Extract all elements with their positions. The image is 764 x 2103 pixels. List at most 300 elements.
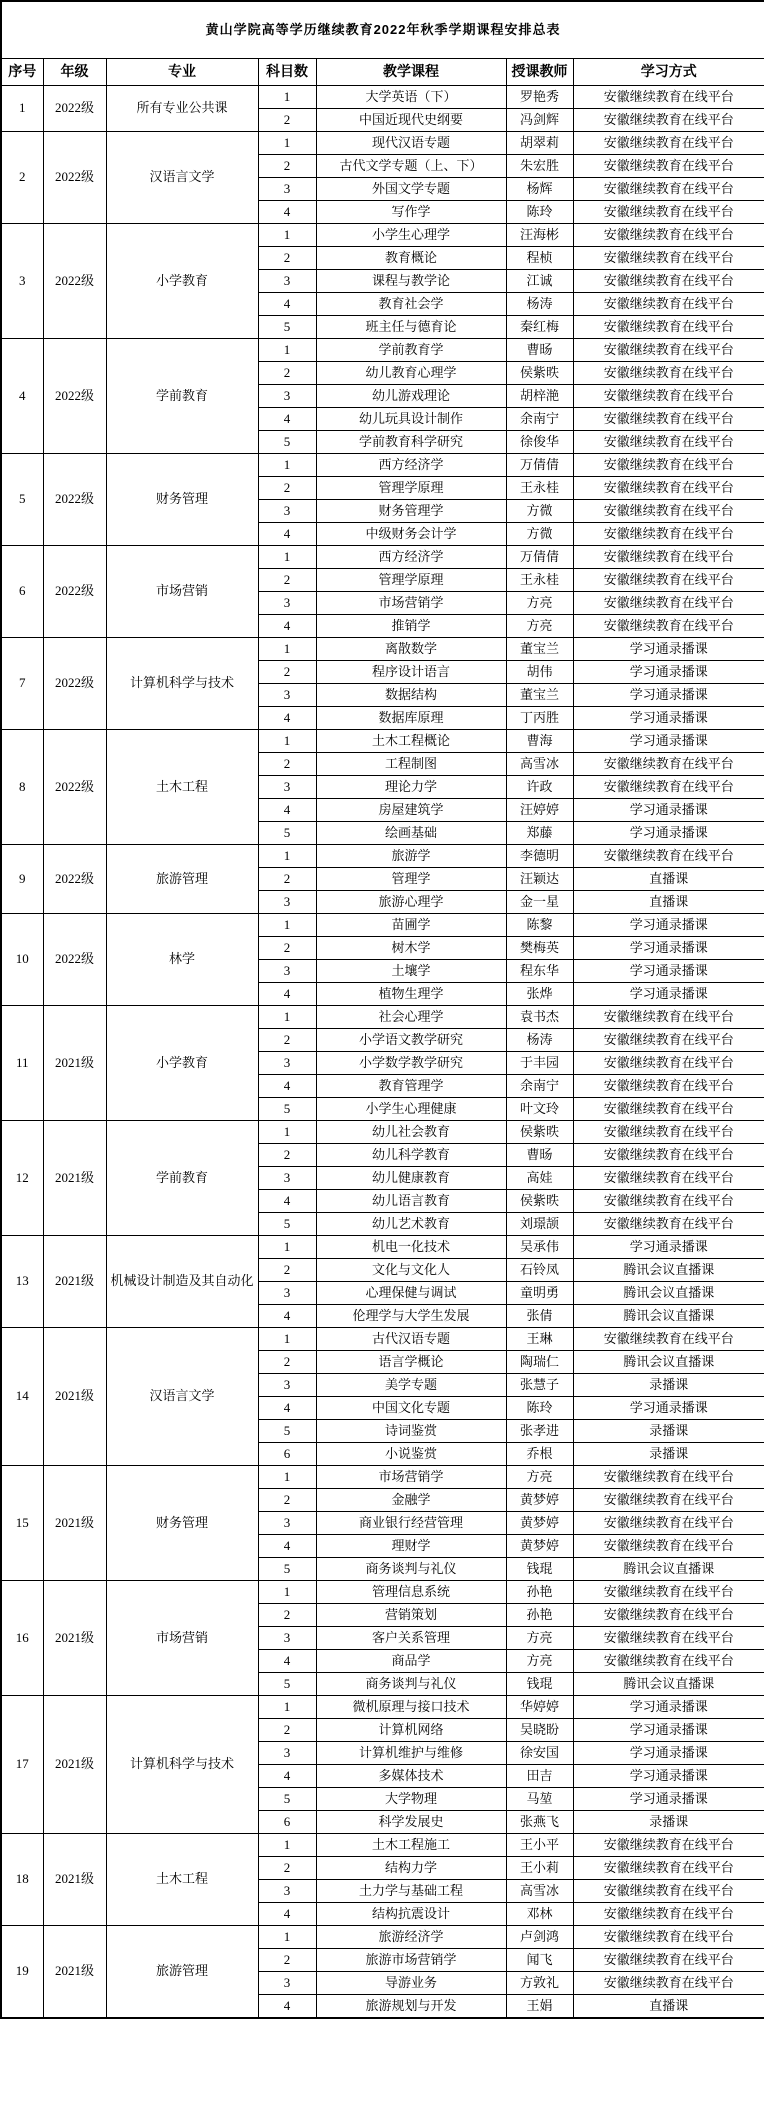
subject-number-cell: 1 [258, 1834, 316, 1857]
course-name-cell: 教育管理学 [316, 1075, 506, 1098]
course-row [1, 454, 764, 477]
grade-cell: 2021级 [43, 1926, 106, 2019]
study-mode-cell: 直播课 [573, 1995, 764, 2019]
major-cell: 财务管理 [106, 1466, 258, 1581]
teacher-cell: 陶瑞仁 [506, 1351, 573, 1374]
study-mode-cell: 安徽继续教育在线平台 [573, 1949, 764, 1972]
study-mode-cell: 录播课 [573, 1811, 764, 1834]
study-mode-cell: 安徽继续教育在线平台 [573, 247, 764, 270]
study-mode-cell: 学习通录播课 [573, 1236, 764, 1259]
study-mode-cell: 学习通录播课 [573, 1696, 764, 1719]
teacher-cell: 吴晓盼 [506, 1719, 573, 1742]
teacher-cell: 钱琨 [506, 1673, 573, 1696]
course-row [1, 1328, 764, 1351]
course-name-cell: 商务谈判与礼仪 [316, 1673, 506, 1696]
study-mode-cell: 安徽继续教育在线平台 [573, 1328, 764, 1351]
subject-number-cell: 1 [258, 1236, 316, 1259]
course-name-cell: 数据库原理 [316, 707, 506, 730]
subject-number-cell: 3 [258, 960, 316, 983]
study-mode-cell: 安徽继续教育在线平台 [573, 1213, 764, 1236]
study-mode-cell: 安徽继续教育在线平台 [573, 1006, 764, 1029]
teacher-cell: 卢剑鸿 [506, 1926, 573, 1949]
study-mode-cell: 学习通录播课 [573, 799, 764, 822]
teacher-cell: 王小平 [506, 1834, 573, 1857]
course-name-cell: 课程与教学论 [316, 270, 506, 293]
subject-number-cell: 2 [258, 868, 316, 891]
study-mode-cell: 安徽继续教育在线平台 [573, 1650, 764, 1673]
teacher-cell: 叶文玲 [506, 1098, 573, 1121]
teacher-cell: 钱琨 [506, 1558, 573, 1581]
teacher-cell: 丁丙胜 [506, 707, 573, 730]
serial-number-cell: 7 [1, 638, 43, 730]
course-name-cell: 心理保健与调试 [316, 1282, 506, 1305]
study-mode-cell: 安徽继续教育在线平台 [573, 1466, 764, 1489]
study-mode-cell: 安徽继续教育在线平台 [573, 500, 764, 523]
teacher-cell: 许政 [506, 776, 573, 799]
subject-number-cell: 4 [258, 1650, 316, 1673]
major-cell: 汉语言文学 [106, 1328, 258, 1466]
page-title: 黄山学院高等学历继续教育2022年秋季学期课程安排总表 [1, 1, 764, 59]
subject-number-cell: 3 [258, 500, 316, 523]
study-mode-cell: 学习通录播课 [573, 638, 764, 661]
subject-number-cell: 3 [258, 1052, 316, 1075]
serial-number-cell: 2 [1, 132, 43, 224]
course-name-cell: 小学生心理学 [316, 224, 506, 247]
course-row [1, 1006, 764, 1029]
subject-number-cell: 2 [258, 1949, 316, 1972]
course-name-cell: 结构抗震设计 [316, 1903, 506, 1926]
course-name-cell: 营销策划 [316, 1604, 506, 1627]
teacher-cell: 高雪冰 [506, 753, 573, 776]
serial-number-cell: 8 [1, 730, 43, 845]
course-name-cell: 古代文学专题（上、下） [316, 155, 506, 178]
major-cell: 汉语言文学 [106, 132, 258, 224]
course-name-cell: 程序设计语言 [316, 661, 506, 684]
teacher-cell: 孙艳 [506, 1604, 573, 1627]
subject-number-cell: 6 [258, 1811, 316, 1834]
study-mode-cell: 安徽继续教育在线平台 [573, 1857, 764, 1880]
column-header-study-mode: 学习方式 [573, 59, 764, 86]
course-name-cell: 学前教育学 [316, 339, 506, 362]
course-name-cell: 语言学概论 [316, 1351, 506, 1374]
course-name-cell: 工程制图 [316, 753, 506, 776]
subject-number-cell: 4 [258, 983, 316, 1006]
course-name-cell: 商业银行经营管理 [316, 1512, 506, 1535]
grade-cell: 2021级 [43, 1466, 106, 1581]
teacher-cell: 郑藤 [506, 822, 573, 845]
serial-number-cell: 16 [1, 1581, 43, 1696]
study-mode-cell: 安徽继续教育在线平台 [573, 569, 764, 592]
subject-number-cell: 2 [258, 569, 316, 592]
subject-number-cell: 2 [258, 1259, 316, 1282]
teacher-cell: 陈玲 [506, 1397, 573, 1420]
course-row [1, 1236, 764, 1259]
course-name-cell: 结构力学 [316, 1857, 506, 1880]
teacher-cell: 于丰园 [506, 1052, 573, 1075]
course-name-cell: 幼儿艺术教育 [316, 1213, 506, 1236]
teacher-cell: 孙艳 [506, 1581, 573, 1604]
course-name-cell: 幼儿社会教育 [316, 1121, 506, 1144]
course-name-cell: 文化与文化人 [316, 1259, 506, 1282]
subject-number-cell: 4 [258, 1903, 316, 1926]
course-name-cell: 理论力学 [316, 776, 506, 799]
major-cell: 财务管理 [106, 454, 258, 546]
subject-number-cell: 4 [258, 1765, 316, 1788]
subject-number-cell: 2 [258, 661, 316, 684]
title-row [1, 1, 764, 59]
study-mode-cell: 安徽继续教育在线平台 [573, 1075, 764, 1098]
teacher-cell: 冯剑辉 [506, 109, 573, 132]
serial-number-cell: 18 [1, 1834, 43, 1926]
course-row [1, 1926, 764, 1949]
subject-number-cell: 3 [258, 1512, 316, 1535]
course-name-cell: 管理学 [316, 868, 506, 891]
subject-number-cell: 3 [258, 684, 316, 707]
subject-number-cell: 1 [258, 339, 316, 362]
study-mode-cell: 学习通录播课 [573, 1788, 764, 1811]
teacher-cell: 王永桂 [506, 569, 573, 592]
study-mode-cell: 直播课 [573, 891, 764, 914]
study-mode-cell: 学习通录播课 [573, 684, 764, 707]
subject-number-cell: 3 [258, 776, 316, 799]
major-cell: 所有专业公共课 [106, 86, 258, 132]
subject-number-cell: 1 [258, 845, 316, 868]
course-name-cell: 导游业务 [316, 1972, 506, 1995]
study-mode-cell: 直播课 [573, 868, 764, 891]
teacher-cell: 徐安国 [506, 1742, 573, 1765]
course-name-cell: 推销学 [316, 615, 506, 638]
subject-number-cell: 2 [258, 1144, 316, 1167]
teacher-cell: 金一星 [506, 891, 573, 914]
study-mode-cell: 学习通录播课 [573, 1765, 764, 1788]
study-mode-cell: 安徽继续教育在线平台 [573, 316, 764, 339]
teacher-cell: 童明勇 [506, 1282, 573, 1305]
serial-number-cell: 5 [1, 454, 43, 546]
course-name-cell: 机电一化技术 [316, 1236, 506, 1259]
teacher-cell: 杨辉 [506, 178, 573, 201]
teacher-cell: 高娃 [506, 1167, 573, 1190]
header-row [1, 59, 764, 86]
study-mode-cell: 安徽继续教育在线平台 [573, 270, 764, 293]
grade-cell: 2022级 [43, 845, 106, 914]
study-mode-cell: 安徽继续教育在线平台 [573, 615, 764, 638]
subject-number-cell: 4 [258, 1397, 316, 1420]
course-name-cell: 管理学原理 [316, 477, 506, 500]
course-name-cell: 古代汉语专题 [316, 1328, 506, 1351]
course-name-cell: 市场营销学 [316, 592, 506, 615]
study-mode-cell: 安徽继续教育在线平台 [573, 1834, 764, 1857]
subject-number-cell: 1 [258, 1466, 316, 1489]
teacher-cell: 董宝兰 [506, 684, 573, 707]
course-row [1, 132, 764, 155]
grade-cell: 2022级 [43, 546, 106, 638]
major-cell: 计算机科学与技术 [106, 1696, 258, 1834]
subject-number-cell: 3 [258, 592, 316, 615]
course-name-cell: 土壤学 [316, 960, 506, 983]
study-mode-cell: 安徽继续教育在线平台 [573, 408, 764, 431]
course-name-cell: 计算机维护与维修 [316, 1742, 506, 1765]
teacher-cell: 侯紫昳 [506, 362, 573, 385]
course-name-cell: 客户关系管理 [316, 1627, 506, 1650]
subject-number-cell: 4 [258, 615, 316, 638]
column-header-grade: 年级 [43, 59, 106, 86]
grade-cell: 2022级 [43, 339, 106, 454]
study-mode-cell: 安徽继续教育在线平台 [573, 362, 764, 385]
column-header-course: 教学课程 [316, 59, 506, 86]
course-row [1, 86, 764, 109]
subject-number-cell: 5 [258, 1420, 316, 1443]
serial-number-cell: 15 [1, 1466, 43, 1581]
study-mode-cell: 学习通录播课 [573, 707, 764, 730]
course-row [1, 339, 764, 362]
teacher-cell: 张倩 [506, 1305, 573, 1328]
study-mode-cell: 安徽继续教育在线平台 [573, 1627, 764, 1650]
study-mode-cell: 安徽继续教育在线平台 [573, 385, 764, 408]
teacher-cell: 方亮 [506, 1650, 573, 1673]
study-mode-cell: 安徽继续教育在线平台 [573, 477, 764, 500]
teacher-cell: 曹旸 [506, 1144, 573, 1167]
subject-number-cell: 4 [258, 201, 316, 224]
course-name-cell: 幼儿语言教育 [316, 1190, 506, 1213]
study-mode-cell: 学习通录播课 [573, 983, 764, 1006]
study-mode-cell: 腾讯会议直播课 [573, 1558, 764, 1581]
study-mode-cell: 安徽继续教育在线平台 [573, 753, 764, 776]
grade-cell: 2022级 [43, 132, 106, 224]
subject-number-cell: 3 [258, 1627, 316, 1650]
subject-number-cell: 2 [258, 937, 316, 960]
subject-number-cell: 1 [258, 1328, 316, 1351]
serial-number-cell: 13 [1, 1236, 43, 1328]
grade-cell: 2022级 [43, 730, 106, 845]
study-mode-cell: 安徽继续教育在线平台 [573, 293, 764, 316]
course-row [1, 1581, 764, 1604]
study-mode-cell: 腾讯会议直播课 [573, 1259, 764, 1282]
study-mode-cell: 安徽继续教育在线平台 [573, 1535, 764, 1558]
course-name-cell: 幼儿游戏理论 [316, 385, 506, 408]
teacher-cell: 袁书杰 [506, 1006, 573, 1029]
course-name-cell: 土木工程概论 [316, 730, 506, 753]
major-cell: 学前教育 [106, 1121, 258, 1236]
teacher-cell: 程东华 [506, 960, 573, 983]
course-name-cell: 现代汉语专题 [316, 132, 506, 155]
teacher-cell: 李德明 [506, 845, 573, 868]
study-mode-cell: 安徽继续教育在线平台 [573, 546, 764, 569]
teacher-cell: 王琳 [506, 1328, 573, 1351]
grade-cell: 2022级 [43, 914, 106, 1006]
study-mode-cell: 学习通录播课 [573, 730, 764, 753]
study-mode-cell: 安徽继续教育在线平台 [573, 1512, 764, 1535]
course-name-cell: 数据结构 [316, 684, 506, 707]
study-mode-cell: 学习通录播课 [573, 1719, 764, 1742]
subject-number-cell: 1 [258, 86, 316, 109]
course-name-cell: 管理信息系统 [316, 1581, 506, 1604]
subject-number-cell: 2 [258, 155, 316, 178]
teacher-cell: 徐俊华 [506, 431, 573, 454]
teacher-cell: 侯紫昳 [506, 1190, 573, 1213]
course-name-cell: 绘画基础 [316, 822, 506, 845]
course-name-cell: 美学专题 [316, 1374, 506, 1397]
subject-number-cell: 2 [258, 1604, 316, 1627]
major-cell: 市场营销 [106, 1581, 258, 1696]
study-mode-cell: 安徽继续教育在线平台 [573, 132, 764, 155]
course-row [1, 1466, 764, 1489]
grade-cell: 2022级 [43, 86, 106, 132]
serial-number-cell: 4 [1, 339, 43, 454]
course-name-cell: 旅游市场营销学 [316, 1949, 506, 1972]
study-mode-cell: 录播课 [573, 1374, 764, 1397]
teacher-cell: 黄梦婷 [506, 1489, 573, 1512]
subject-number-cell: 2 [258, 1857, 316, 1880]
study-mode-cell: 安徽继续教育在线平台 [573, 592, 764, 615]
study-mode-cell: 学习通录播课 [573, 661, 764, 684]
column-header-serial: 序号 [1, 59, 43, 86]
course-name-cell: 教育概论 [316, 247, 506, 270]
grade-cell: 2021级 [43, 1834, 106, 1926]
teacher-cell: 石铃凤 [506, 1259, 573, 1282]
teacher-cell: 余南宁 [506, 408, 573, 431]
teacher-cell: 张慧子 [506, 1374, 573, 1397]
course-name-cell: 小学语文教学研究 [316, 1029, 506, 1052]
teacher-cell: 方敦礼 [506, 1972, 573, 1995]
course-name-cell: 旅游心理学 [316, 891, 506, 914]
course-row [1, 730, 764, 753]
course-name-cell: 大学物理 [316, 1788, 506, 1811]
subject-number-cell: 3 [258, 1167, 316, 1190]
course-name-cell: 离散数学 [316, 638, 506, 661]
course-name-cell: 幼儿科学教育 [316, 1144, 506, 1167]
course-name-cell: 伦理学与大学生发展 [316, 1305, 506, 1328]
teacher-cell: 方微 [506, 523, 573, 546]
serial-number-cell: 17 [1, 1696, 43, 1834]
study-mode-cell: 安徽继续教育在线平台 [573, 1581, 764, 1604]
subject-number-cell: 4 [258, 523, 316, 546]
course-row [1, 638, 764, 661]
teacher-cell: 张燕飞 [506, 1811, 573, 1834]
subject-number-cell: 5 [258, 431, 316, 454]
teacher-cell: 王小莉 [506, 1857, 573, 1880]
subject-number-cell: 5 [258, 1558, 316, 1581]
subject-number-cell: 1 [258, 1121, 316, 1144]
subject-number-cell: 4 [258, 1305, 316, 1328]
subject-number-cell: 3 [258, 1282, 316, 1305]
course-name-cell: 商品学 [316, 1650, 506, 1673]
course-name-cell: 微机原理与接口技术 [316, 1696, 506, 1719]
subject-number-cell: 1 [258, 1926, 316, 1949]
course-row [1, 546, 764, 569]
teacher-cell: 曹旸 [506, 339, 573, 362]
course-name-cell: 土木工程施工 [316, 1834, 506, 1857]
teacher-cell: 方亮 [506, 1466, 573, 1489]
grade-cell: 2021级 [43, 1006, 106, 1121]
course-name-cell: 中国文化专题 [316, 1397, 506, 1420]
subject-number-cell: 5 [258, 1673, 316, 1696]
subject-number-cell: 1 [258, 638, 316, 661]
teacher-cell: 朱宏胜 [506, 155, 573, 178]
grade-cell: 2022级 [43, 454, 106, 546]
course-name-cell: 管理学原理 [316, 569, 506, 592]
teacher-cell: 程桢 [506, 247, 573, 270]
major-cell: 计算机科学与技术 [106, 638, 258, 730]
study-mode-cell: 安徽继续教育在线平台 [573, 224, 764, 247]
subject-number-cell: 3 [258, 1880, 316, 1903]
course-name-cell: 幼儿教育心理学 [316, 362, 506, 385]
subject-number-cell: 1 [258, 730, 316, 753]
subject-number-cell: 4 [258, 1995, 316, 2019]
teacher-cell: 胡伟 [506, 661, 573, 684]
teacher-cell: 董宝兰 [506, 638, 573, 661]
teacher-cell: 马堃 [506, 1788, 573, 1811]
course-name-cell: 大学英语（下） [316, 86, 506, 109]
course-name-cell: 科学发展史 [316, 1811, 506, 1834]
study-mode-cell: 安徽继续教育在线平台 [573, 109, 764, 132]
column-header-teacher: 授课教师 [506, 59, 573, 86]
subject-number-cell: 3 [258, 891, 316, 914]
subject-number-cell: 2 [258, 1029, 316, 1052]
course-row [1, 914, 764, 937]
study-mode-cell: 安徽继续教育在线平台 [573, 523, 764, 546]
study-mode-cell: 学习通录播课 [573, 914, 764, 937]
subject-number-cell: 4 [258, 1190, 316, 1213]
subject-number-cell: 6 [258, 1443, 316, 1466]
teacher-cell: 秦红梅 [506, 316, 573, 339]
subject-number-cell: 1 [258, 914, 316, 937]
study-mode-cell: 安徽继续教育在线平台 [573, 1098, 764, 1121]
teacher-cell: 曹海 [506, 730, 573, 753]
subject-number-cell: 4 [258, 1075, 316, 1098]
study-mode-cell: 腾讯会议直播课 [573, 1305, 764, 1328]
course-name-cell: 幼儿玩具设计制作 [316, 408, 506, 431]
study-mode-cell: 学习通录播课 [573, 937, 764, 960]
teacher-cell: 黄梦婷 [506, 1535, 573, 1558]
course-name-cell: 小学生心理健康 [316, 1098, 506, 1121]
teacher-cell: 高雪冰 [506, 1880, 573, 1903]
subject-number-cell: 3 [258, 178, 316, 201]
course-name-cell: 小学数学教学研究 [316, 1052, 506, 1075]
study-mode-cell: 安徽继续教育在线平台 [573, 339, 764, 362]
study-mode-cell: 录播课 [573, 1443, 764, 1466]
course-row [1, 1121, 764, 1144]
subject-number-cell: 3 [258, 1972, 316, 1995]
study-mode-cell: 安徽继续教育在线平台 [573, 1972, 764, 1995]
grade-cell: 2022级 [43, 224, 106, 339]
teacher-cell: 邓林 [506, 1903, 573, 1926]
teacher-cell: 汪颖达 [506, 868, 573, 891]
course-name-cell: 班主任与德育论 [316, 316, 506, 339]
teacher-cell: 方微 [506, 500, 573, 523]
subject-number-cell: 5 [258, 1213, 316, 1236]
study-mode-cell: 安徽继续教育在线平台 [573, 1489, 764, 1512]
study-mode-cell: 腾讯会议直播课 [573, 1673, 764, 1696]
subject-number-cell: 5 [258, 1098, 316, 1121]
teacher-cell: 闻飞 [506, 1949, 573, 1972]
major-cell: 学前教育 [106, 339, 258, 454]
course-name-cell: 树木学 [316, 937, 506, 960]
teacher-cell: 汪婷婷 [506, 799, 573, 822]
subject-number-cell: 1 [258, 1696, 316, 1719]
subject-number-cell: 5 [258, 316, 316, 339]
teacher-cell: 汪海彬 [506, 224, 573, 247]
study-mode-cell: 安徽继续教育在线平台 [573, 845, 764, 868]
grade-cell: 2022级 [43, 638, 106, 730]
teacher-cell: 陈黎 [506, 914, 573, 937]
subject-number-cell: 2 [258, 109, 316, 132]
major-cell: 市场营销 [106, 546, 258, 638]
column-header-major: 专业 [106, 59, 258, 86]
serial-number-cell: 10 [1, 914, 43, 1006]
course-name-cell: 多媒体技术 [316, 1765, 506, 1788]
serial-number-cell: 1 [1, 86, 43, 132]
course-name-cell: 旅游学 [316, 845, 506, 868]
